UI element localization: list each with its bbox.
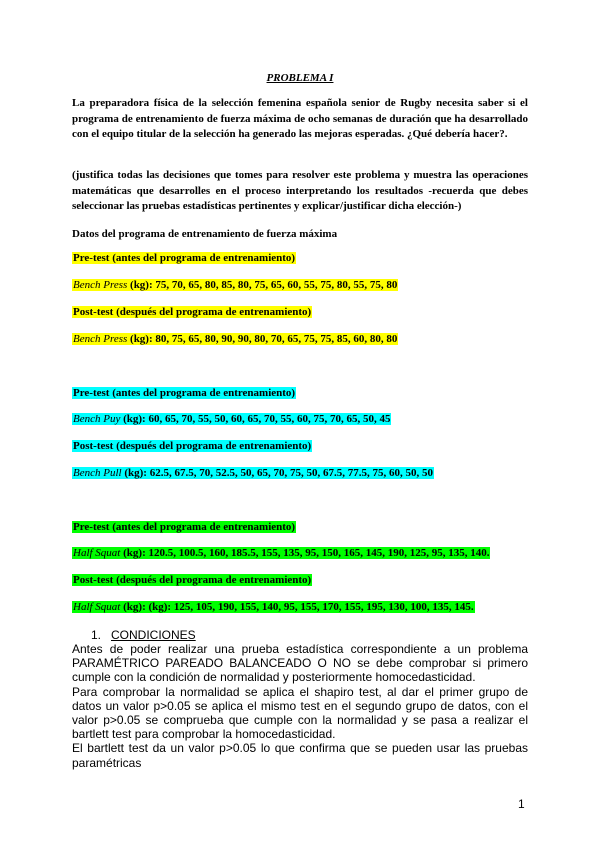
values: 62.5, 67.5, 70, 52.5, 50, 65, 70, 75, 50, 67.5, 77.5, 75, 60, 50, 50 — [149, 467, 433, 479]
half-squat-post-values — [72, 600, 475, 614]
bench-press-pre-values — [72, 278, 398, 292]
exercise-name: Bench Puy — [73, 413, 121, 425]
unit-label: (kg): — [121, 467, 150, 479]
section-paragraph-1: Antes de poder realizar una prueba estadística correspondiente a un problema PARAMÉTRICO PAREADO BALANCEADO O NO se debe comprobar si primero cumple con la condición de normalidad y posteriormente homocedasticidad. — [72, 642, 528, 685]
highlight-yellow — [72, 279, 398, 291]
page-number: 1 — [518, 797, 525, 811]
unit-label: (kg): — [127, 279, 156, 291]
post-test-label: Post-test (después del programa de entrenamiento) — [73, 440, 312, 452]
intro-paragraph: La preparadora física de la selección femenina española senior de Rugby necesita saber si el programa de entrenamiento de fuerza máxima de ocho semanas de duración que ha desarrollado con el equipo titular de la selección ha generado las mejoras esperadas. ¿Qué debería hacer?. — [72, 97, 528, 140]
pre-test-label: Pre-test (antes del programa de entrenamiento) — [73, 521, 296, 533]
bench-press-pre-label — [72, 251, 296, 265]
post-test-label: Post-test (después del programa de entrenamiento) — [73, 574, 312, 586]
half-squat-pre-label — [72, 520, 296, 534]
exercise-name: Bench Press — [73, 279, 128, 291]
pre-test-label: Pre-test (antes del programa de entrenamiento) — [73, 252, 296, 264]
highlight-yellow — [72, 333, 398, 345]
bench-press-post-label — [72, 305, 312, 319]
exercise-name: Bench Press — [73, 333, 128, 345]
highlight-cyan — [72, 413, 391, 425]
section-body — [72, 642, 528, 770]
exercise-name: Half Squat — [73, 547, 121, 559]
highlight-cyan — [72, 467, 434, 479]
exercise-name: Bench Pull — [73, 467, 122, 479]
values: 80, 75, 65, 80, 90, 90, 80, 70, 65, 75, 75, 85, 60, 80, 80 — [155, 333, 398, 345]
half-squat-pre-values — [72, 546, 490, 560]
bench-pull-pre-label — [72, 386, 296, 400]
section-paragraph-2: Para comprobar la normalidad se aplica el shapiro test, al dar el primer grupo de datos un valor p>0.05 se aplica el mismo test en el segundo grupo de datos, con el valor p>0.05 se comprueba que cumple con la normalidad y se pasa a realizar el bartlett test para comprobar la homocedasticidad. — [72, 684, 528, 742]
values: 125, 105, 190, 155, 140, 95, 155, 170, 155, 195, 130, 100, 135, 145. — [173, 601, 474, 613]
instructions-paragraph: (justifica todas las decisiones que tomes para resolver este problema y muestra las operaciones matemáticas que desarrolles en el proceso interpretando los resultados -recuerda que debes seleccionar las pruebas estadísticas pertinentes y explicar/justificar dicha elección-) — [72, 169, 528, 212]
section-heading — [91, 628, 196, 642]
unit-label: (kg): — [127, 333, 156, 345]
exercise-name: Half Squat — [73, 601, 121, 613]
highlight-green — [72, 547, 490, 559]
half-squat-post-label — [72, 573, 312, 587]
section-paragraph-3: El bartlett test da un valor p>0.05 lo que confirma que se pueden usar las pruebas paramétricas — [72, 741, 528, 770]
bench-pull-post-label — [72, 439, 312, 453]
bench-press-post-values — [72, 332, 398, 346]
section-title: CONDICIONES — [111, 628, 196, 642]
pre-test-label: Pre-test (antes del programa de entrenamiento) — [73, 387, 296, 399]
section-number: 1. — [91, 628, 102, 642]
post-test-label: Post-test (después del programa de entrenamiento) — [73, 306, 312, 318]
page-title: PROBLEMA I — [266, 72, 334, 84]
unit-label: (kg): — [120, 413, 149, 425]
unit-label: (kg): — [120, 547, 149, 559]
bench-pull-post-values — [72, 466, 434, 480]
values: 60, 65, 70, 55, 50, 60, 65, 70, 55, 60, 75, 70, 65, 50, 45 — [148, 413, 391, 425]
highlight-green — [72, 601, 475, 613]
bench-pull-pre-values — [72, 412, 391, 426]
unit-label: (kg): (kg): — [120, 601, 174, 613]
values: 75, 70, 65, 80, 85, 80, 75, 65, 60, 55, 75, 80, 55, 75, 80 — [155, 279, 398, 291]
data-heading: Datos del programa de entrenamiento de fuerza máxima — [72, 228, 338, 240]
values: 120.5, 100.5, 160, 185.5, 155, 135, 95, 150, 165, 145, 190, 125, 95, 135, 140. — [148, 547, 490, 559]
